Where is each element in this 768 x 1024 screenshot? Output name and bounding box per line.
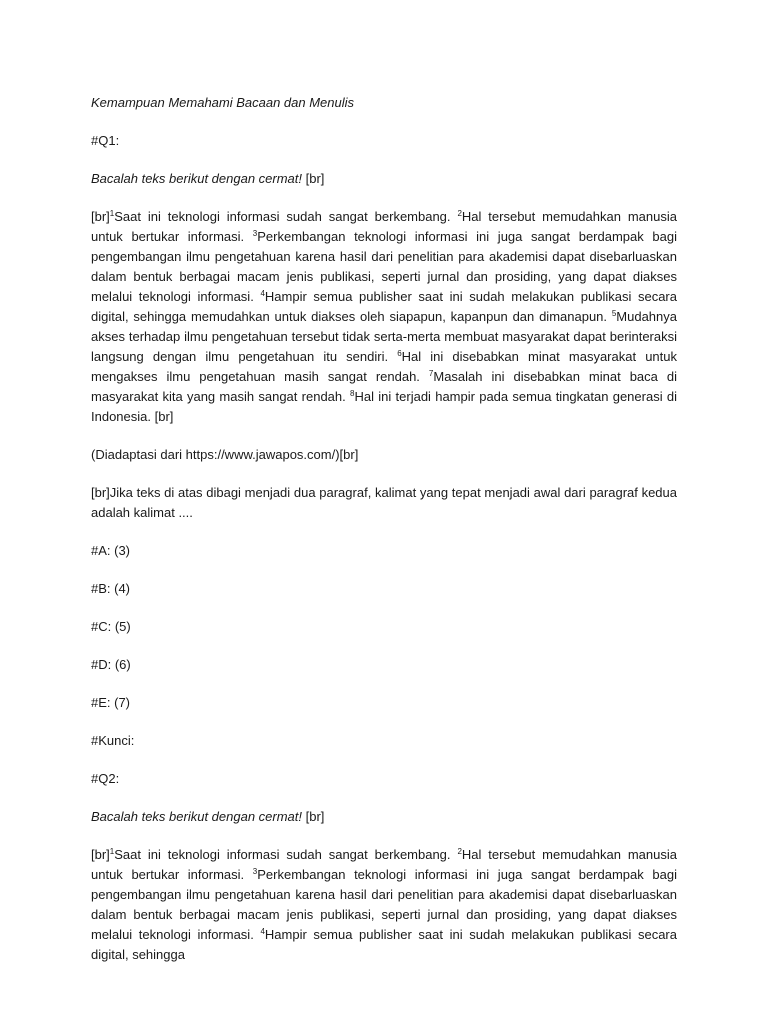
sentence-text: Saat ini teknologi informasi sudah sangat berkembang. — [114, 847, 458, 862]
sentence-text: [br] — [91, 209, 110, 224]
sentence-number: 8 — [350, 389, 355, 398]
q1-option-e: #E: (7) — [91, 695, 131, 710]
q2-instruction: Bacalah teks berikut dengan cermat! [br] — [91, 809, 325, 824]
q1-question: [br]Jika teks di atas dibagi menjadi dua paragraf, kalimat yang tepat menjadi awal dari paragraf kedua adalah kalimat .... — [91, 485, 677, 520]
sentence-number: 3 — [252, 867, 258, 876]
sentence-text: Perkembangan teknologi informasi ini juga sangat berdampak bagi pengembangan ilmu pengetahuan karena hasil dari penelitian para akademisi dapat disebarluaskan dalam bentuk berbagai macam jenis publikasi, seperti jurnal dan prosiding, yang dapat diakses melalui teknologi informasi. — [91, 229, 677, 304]
sentence-text: Hal ini disebabkan minat masyarakat untuk mengakses ilmu pengetahuan masih sangat rendah. — [91, 349, 677, 384]
sentence-text: Hal tersebut memudahkan manusia untuk bertukar informasi. — [91, 209, 677, 244]
sentence-text: Hampir semua publisher saat ini sudah melakukan publikasi secara digital, sehingga memudahkan untuk diakses oleh siapapun, kapanpun dan dimanapun. — [91, 289, 677, 324]
sentence-number: 4 — [260, 927, 265, 936]
sentence-text: Hampir semua publisher saat ini sudah melakukan publikasi secara digital, sehingga — [91, 927, 677, 962]
sentence-text: Perkembangan teknologi informasi ini juga sangat berdampak bagi pengembangan ilmu pengetahuan karena hasil dari penelitian para akademisi dapat disebarluaskan dalam bentuk berbagai macam jenis publikasi, seperti jurnal dan prosiding, yang dapat diakses melalui teknologi informasi. — [91, 867, 677, 942]
q1-option-a: #A: (3) — [91, 543, 131, 558]
sentence-number: 2 — [457, 209, 462, 218]
q1-instruction: Bacalah teks berikut dengan cermat! [br] — [91, 171, 325, 186]
q1-passage — [91, 207, 677, 427]
sentence-number: 1 — [109, 847, 115, 856]
q1-option-b: #B: (4) — [91, 581, 131, 596]
document-title: Kemampuan Memahami Bacaan dan Menulis — [91, 95, 355, 110]
sentence-text: Hal tersebut memudahkan manusia untuk bertukar informasi. — [91, 847, 677, 882]
q1-option-c: #C: (5) — [91, 619, 131, 634]
sentence-number: 4 — [260, 289, 265, 298]
sentence-number: 2 — [457, 847, 462, 856]
sentence-number: 1 — [109, 209, 115, 218]
sentence-text: Hal ini terjadi hampir pada semua tingkatan generasi di Indonesia. [br] — [91, 389, 677, 424]
sentence-text: Saat ini teknologi informasi sudah sangat berkembang. — [114, 209, 458, 224]
q2-label: #Q2: — [91, 771, 120, 786]
sentence-text: Masalah ini disebabkan minat baca di masyarakat kita yang masih sangat rendah. — [91, 369, 677, 404]
sentence-number: 3 — [252, 229, 258, 238]
sentence-number: 5 — [611, 309, 617, 318]
sentence-text: Mudahnya akses terhadap ilmu pengetahuan tersebut tidak serta-merta membuat masyarakat dapat berinteraksi langsung dengan ilmu pengetahuan itu sendiri. — [91, 309, 677, 364]
q1-option-d: #D: (6) — [91, 657, 131, 672]
q1-key-label: #Kunci: — [91, 733, 135, 748]
q1-source: (Diadaptasi dari https://www.jawapos.com/)[br] — [91, 447, 359, 462]
q2-passage — [91, 845, 677, 965]
q1-label: #Q1: — [91, 133, 120, 148]
sentence-number: 6 — [397, 349, 402, 358]
sentence-number: 7 — [428, 369, 434, 378]
sentence-text: [br] — [91, 847, 110, 862]
